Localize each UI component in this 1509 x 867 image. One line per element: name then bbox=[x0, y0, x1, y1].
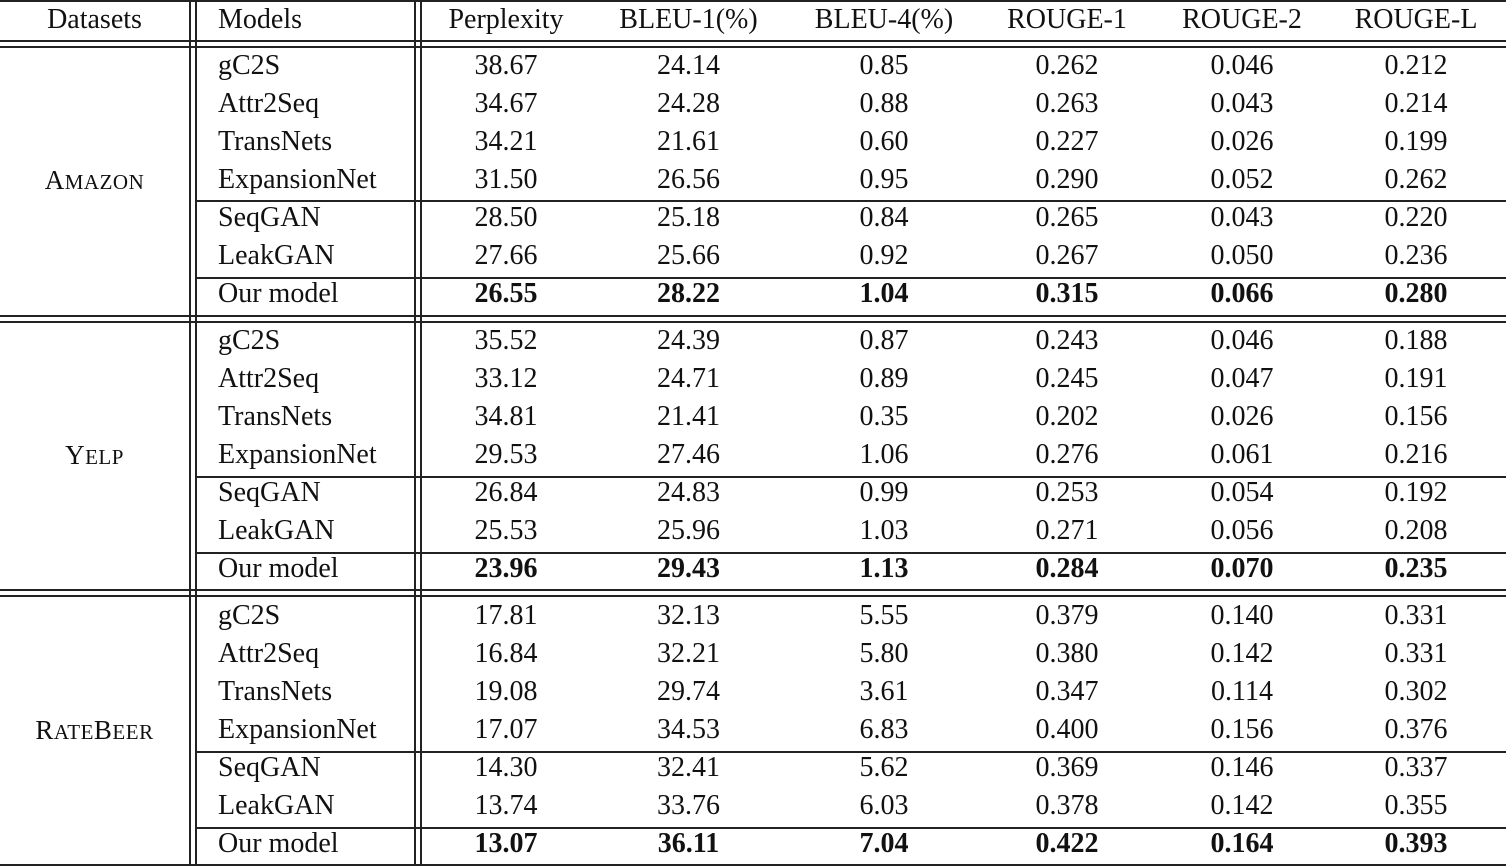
dataset-label-part: A bbox=[44, 165, 65, 195]
cell-rouge2: 0.046 bbox=[1210, 50, 1274, 81]
cell-bleu4: 5.80 bbox=[859, 638, 909, 669]
col-divider-1b bbox=[195, 0, 197, 866]
model-name: LeakGAN bbox=[218, 790, 335, 821]
cell-bleu1: 26.56 bbox=[657, 164, 720, 195]
cell-bleu4: 0.84 bbox=[859, 202, 909, 233]
cell-bleu1: 29.74 bbox=[657, 676, 720, 707]
cell-bleu4: 5.62 bbox=[859, 752, 909, 783]
cell-rouge1: 0.380 bbox=[1035, 638, 1099, 669]
cell-rouge2: 0.050 bbox=[1210, 240, 1274, 271]
cell-rouge1: 0.263 bbox=[1035, 88, 1099, 119]
col-header-rouge2: ROUGE-2 bbox=[1182, 4, 1302, 35]
cell-perplexity: 31.50 bbox=[474, 164, 538, 195]
cell-perplexity: 29.53 bbox=[474, 439, 538, 470]
cell-perplexity: 27.66 bbox=[474, 240, 538, 271]
cell-bleu4: 0.95 bbox=[859, 164, 909, 195]
model-name: ExpansionNet bbox=[218, 164, 377, 195]
cell-rouge2: 0.046 bbox=[1210, 325, 1274, 356]
cell-bleu4: 1.13 bbox=[859, 553, 909, 584]
cell-bleu4: 1.04 bbox=[859, 278, 909, 309]
cell-rouge1: 0.290 bbox=[1035, 164, 1099, 195]
cell-perplexity: 17.81 bbox=[474, 600, 538, 631]
cell-perplexity: 26.55 bbox=[474, 278, 538, 309]
amazon-rule-baselines bbox=[197, 200, 1506, 202]
cell-rouge1: 0.253 bbox=[1035, 477, 1099, 508]
cell-rouge2: 0.043 bbox=[1210, 88, 1274, 119]
col-header-rougel: ROUGE-L bbox=[1354, 4, 1478, 35]
cell-rouge2: 0.026 bbox=[1210, 126, 1274, 157]
cell-bleu4: 6.03 bbox=[859, 790, 909, 821]
cell-perplexity: 26.84 bbox=[474, 477, 538, 508]
header-rule-2 bbox=[0, 46, 1506, 48]
cell-rouge1: 0.202 bbox=[1035, 401, 1099, 432]
cell-rougel: 0.337 bbox=[1384, 752, 1448, 783]
cell-rouge2: 0.070 bbox=[1210, 553, 1274, 584]
group-rule-1a bbox=[0, 315, 1506, 317]
model-name: ExpansionNet bbox=[218, 439, 377, 470]
ratebeer-rule-baselines bbox=[197, 751, 1506, 753]
cell-bleu4: 3.61 bbox=[859, 676, 909, 707]
cell-rougel: 0.280 bbox=[1384, 278, 1448, 309]
cell-bleu1: 27.46 bbox=[657, 439, 720, 470]
cell-bleu1: 34.53 bbox=[657, 714, 720, 745]
cell-bleu4: 0.99 bbox=[859, 477, 909, 508]
cell-rouge2: 0.142 bbox=[1210, 790, 1274, 821]
cell-bleu4: 1.06 bbox=[859, 439, 909, 470]
cell-rouge1: 0.400 bbox=[1035, 714, 1099, 745]
amazon-rule-ours bbox=[197, 277, 1506, 279]
cell-bleu4: 0.88 bbox=[859, 88, 909, 119]
cell-rougel: 0.302 bbox=[1384, 676, 1448, 707]
cell-rougel: 0.199 bbox=[1384, 126, 1448, 157]
bottom-rule bbox=[0, 864, 1506, 866]
cell-rouge1: 0.378 bbox=[1035, 790, 1099, 821]
cell-perplexity: 34.67 bbox=[474, 88, 538, 119]
cell-bleu1: 33.76 bbox=[657, 790, 720, 821]
model-name: Our model bbox=[218, 278, 339, 309]
model-name: gC2S bbox=[218, 600, 281, 631]
cell-rougel: 0.156 bbox=[1384, 401, 1448, 432]
cell-rougel: 0.236 bbox=[1384, 240, 1448, 271]
col-divider-2a bbox=[414, 0, 416, 866]
cell-rougel: 0.216 bbox=[1384, 439, 1448, 470]
cell-rouge2: 0.114 bbox=[1211, 676, 1273, 707]
cell-bleu1: 32.41 bbox=[657, 752, 720, 783]
col-header-bleu1: BLEU-1(%) bbox=[619, 4, 758, 35]
dataset-label bbox=[0, 711, 189, 751]
cell-rouge2: 0.026 bbox=[1210, 401, 1274, 432]
cell-rouge2: 0.047 bbox=[1210, 363, 1274, 394]
header-rule-1 bbox=[0, 40, 1506, 42]
cell-rougel: 0.212 bbox=[1384, 50, 1448, 81]
cell-perplexity: 33.12 bbox=[474, 363, 538, 394]
cell-rougel: 0.376 bbox=[1384, 714, 1448, 745]
cell-rouge1: 0.284 bbox=[1035, 553, 1099, 584]
model-name: gC2S bbox=[218, 325, 281, 356]
cell-rouge1: 0.347 bbox=[1035, 676, 1099, 707]
group-rule-1b bbox=[0, 321, 1506, 323]
col-header-models: Models bbox=[218, 4, 302, 35]
cell-bleu1: 24.71 bbox=[657, 363, 720, 394]
cell-bleu4: 0.89 bbox=[859, 363, 909, 394]
cell-bleu1: 21.41 bbox=[657, 401, 720, 432]
cell-rouge2: 0.066 bbox=[1210, 278, 1274, 309]
cell-rouge2: 0.061 bbox=[1210, 439, 1274, 470]
model-name: ExpansionNet bbox=[218, 714, 377, 745]
cell-perplexity: 13.74 bbox=[474, 790, 538, 821]
dataset-label-part: Y bbox=[65, 440, 86, 470]
cell-rouge1: 0.245 bbox=[1035, 363, 1099, 394]
col-divider-1a bbox=[189, 0, 191, 866]
dataset-label-part: ATE bbox=[53, 720, 94, 744]
group-rule-2a bbox=[0, 589, 1506, 591]
cell-bleu4: 0.35 bbox=[859, 401, 909, 432]
cell-rouge1: 0.271 bbox=[1035, 515, 1099, 546]
cell-bleu1: 36.11 bbox=[657, 828, 720, 859]
cell-rouge2: 0.146 bbox=[1210, 752, 1274, 783]
model-name: Our model bbox=[218, 553, 339, 584]
cell-perplexity: 25.53 bbox=[474, 515, 538, 546]
model-name: gC2S bbox=[218, 50, 281, 81]
cell-perplexity: 16.84 bbox=[474, 638, 538, 669]
cell-rouge1: 0.262 bbox=[1035, 50, 1099, 81]
cell-perplexity: 23.96 bbox=[474, 553, 538, 584]
dataset-label-part: MAZON bbox=[64, 170, 145, 194]
col-header-perplexity: Perplexity bbox=[448, 4, 564, 35]
model-name: TransNets bbox=[218, 126, 333, 157]
cell-perplexity: 34.81 bbox=[474, 401, 538, 432]
model-name: SeqGAN bbox=[218, 752, 321, 783]
cell-bleu1: 24.83 bbox=[657, 477, 720, 508]
cell-rougel: 0.331 bbox=[1384, 600, 1448, 631]
cell-bleu1: 25.66 bbox=[657, 240, 720, 271]
cell-perplexity: 28.50 bbox=[474, 202, 538, 233]
cell-bleu4: 0.92 bbox=[859, 240, 909, 271]
cell-bleu1: 21.61 bbox=[657, 126, 720, 157]
cell-perplexity: 13.07 bbox=[474, 828, 538, 859]
dataset-label bbox=[0, 436, 189, 476]
model-name: TransNets bbox=[218, 676, 333, 707]
cell-rouge1: 0.369 bbox=[1035, 752, 1099, 783]
cell-perplexity: 34.21 bbox=[474, 126, 538, 157]
dataset-label-part: ELP bbox=[85, 445, 124, 469]
cell-rougel: 0.355 bbox=[1384, 790, 1448, 821]
cell-bleu1: 24.14 bbox=[657, 50, 720, 81]
cell-rouge1: 0.315 bbox=[1035, 278, 1099, 309]
cell-bleu4: 0.85 bbox=[859, 50, 909, 81]
group-rule-2b bbox=[0, 595, 1506, 597]
cell-bleu1: 24.39 bbox=[657, 325, 720, 356]
cell-rouge2: 0.140 bbox=[1210, 600, 1274, 631]
cell-rougel: 0.191 bbox=[1384, 363, 1448, 394]
col-header-bleu4: BLEU-4(%) bbox=[814, 4, 954, 35]
cell-rouge1: 0.379 bbox=[1035, 600, 1099, 631]
cell-rouge1: 0.422 bbox=[1035, 828, 1099, 859]
cell-rougel: 0.393 bbox=[1384, 828, 1448, 859]
cell-bleu1: 28.22 bbox=[657, 278, 720, 309]
cell-bleu4: 6.83 bbox=[859, 714, 909, 745]
cell-bleu1: 32.13 bbox=[657, 600, 720, 631]
cell-rougel: 0.235 bbox=[1384, 553, 1448, 584]
cell-rougel: 0.262 bbox=[1384, 164, 1448, 195]
cell-rouge2: 0.164 bbox=[1210, 828, 1274, 859]
ratebeer-rule-ours bbox=[197, 827, 1506, 829]
col-divider-2b bbox=[420, 0, 422, 866]
cell-bleu4: 0.87 bbox=[859, 325, 909, 356]
cell-bleu4: 7.04 bbox=[859, 828, 909, 859]
cell-perplexity: 38.67 bbox=[474, 50, 538, 81]
cell-rouge2: 0.054 bbox=[1210, 477, 1274, 508]
cell-bleu1: 24.28 bbox=[657, 88, 720, 119]
col-header-rouge1: ROUGE-1 bbox=[1007, 4, 1127, 35]
cell-rouge2: 0.052 bbox=[1210, 164, 1274, 195]
cell-rougel: 0.220 bbox=[1384, 202, 1448, 233]
cell-rouge1: 0.227 bbox=[1035, 126, 1099, 157]
model-name: Attr2Seq bbox=[218, 363, 320, 394]
cell-rouge1: 0.265 bbox=[1035, 202, 1099, 233]
model-name: LeakGAN bbox=[218, 515, 335, 546]
model-name: SeqGAN bbox=[218, 202, 321, 233]
model-name: Our model bbox=[218, 828, 339, 859]
yelp-rule-ours bbox=[197, 552, 1506, 554]
cell-rougel: 0.331 bbox=[1384, 638, 1448, 669]
cell-perplexity: 14.30 bbox=[474, 752, 538, 783]
cell-bleu4: 1.03 bbox=[859, 515, 909, 546]
cell-rougel: 0.208 bbox=[1384, 515, 1448, 546]
model-name: SeqGAN bbox=[218, 477, 321, 508]
cell-bleu1: 25.18 bbox=[657, 202, 720, 233]
cell-rouge2: 0.142 bbox=[1210, 638, 1274, 669]
cell-rouge1: 0.276 bbox=[1035, 439, 1099, 470]
cell-rouge2: 0.043 bbox=[1210, 202, 1274, 233]
dataset-label bbox=[0, 161, 189, 201]
top-rule bbox=[0, 0, 1506, 2]
model-name: Attr2Seq bbox=[218, 638, 320, 669]
dataset-label-part: EER bbox=[112, 720, 154, 744]
cell-rouge2: 0.056 bbox=[1210, 515, 1274, 546]
cell-bleu1: 32.21 bbox=[657, 638, 720, 669]
yelp-rule-baselines bbox=[197, 476, 1506, 478]
cell-rougel: 0.188 bbox=[1384, 325, 1448, 356]
cell-perplexity: 19.08 bbox=[474, 676, 538, 707]
cell-perplexity: 17.07 bbox=[474, 714, 538, 745]
model-name: TransNets bbox=[218, 401, 333, 432]
cell-rougel: 0.192 bbox=[1384, 477, 1448, 508]
cell-rouge1: 0.243 bbox=[1035, 325, 1099, 356]
dataset-label-part: B bbox=[93, 715, 113, 745]
cell-bleu4: 5.55 bbox=[859, 600, 909, 631]
model-name: Attr2Seq bbox=[218, 88, 320, 119]
cell-bleu4: 0.60 bbox=[859, 126, 909, 157]
cell-rougel: 0.214 bbox=[1384, 88, 1448, 119]
cell-perplexity: 35.52 bbox=[474, 325, 538, 356]
dataset-label-part: R bbox=[35, 715, 54, 745]
cell-rouge1: 0.267 bbox=[1035, 240, 1099, 271]
col-header-datasets: Datasets bbox=[47, 4, 142, 35]
cell-rouge2: 0.156 bbox=[1210, 714, 1274, 745]
cell-bleu1: 25.96 bbox=[657, 515, 720, 546]
cell-bleu1: 29.43 bbox=[657, 553, 720, 584]
model-name: LeakGAN bbox=[218, 240, 335, 271]
